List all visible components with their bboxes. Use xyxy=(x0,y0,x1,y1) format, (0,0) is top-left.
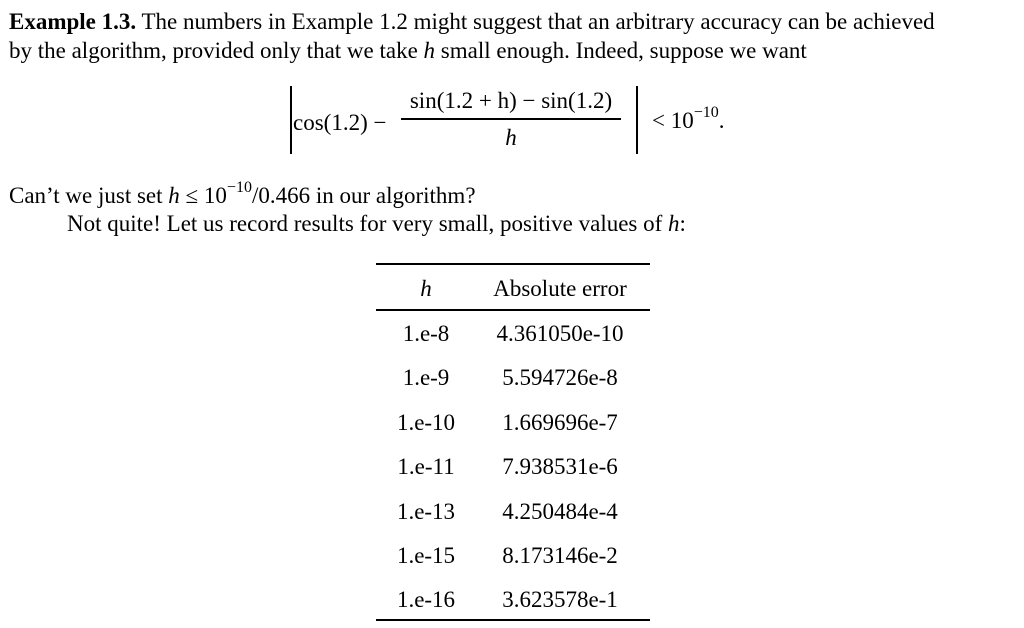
paragraph-text: : xyxy=(679,211,686,236)
table-row xyxy=(376,586,650,614)
paragraph-line-1 xyxy=(9,8,935,36)
abs-bar-left xyxy=(290,86,292,154)
table-row xyxy=(376,542,650,570)
math-variable: h xyxy=(668,211,680,236)
cell-h: 1.e-10 xyxy=(396,409,456,435)
fraction-numerator: sin(1.2 + h) − sin(1.2) xyxy=(409,88,613,113)
cell-absolute-error: 4.361050e-10 xyxy=(496,321,624,346)
math-variable: h xyxy=(168,183,180,208)
paragraph-line-3 xyxy=(9,179,476,210)
table-row xyxy=(376,320,650,348)
abs-bar-right xyxy=(636,86,638,154)
header-h: h xyxy=(420,276,432,301)
table-row xyxy=(376,498,650,526)
header-absolute-error: Absolute error xyxy=(493,276,627,301)
cell-h: 1.e-13 xyxy=(396,498,456,524)
paragraph-text: /0.466 in our algorithm? xyxy=(251,183,476,208)
math-variable: h xyxy=(423,38,436,63)
table-row xyxy=(376,453,650,481)
math-exponent: −10 xyxy=(226,179,252,196)
cell-h: 1.e-8 xyxy=(402,321,450,346)
rhs-period: . xyxy=(718,108,725,133)
equation-fraction xyxy=(401,87,621,152)
table-top-rule xyxy=(376,263,650,265)
cell-h: 1.e-15 xyxy=(396,543,456,568)
table-row xyxy=(376,409,650,437)
paragraph-text: Not quite! Let us record results for very small, positive values of xyxy=(67,211,663,236)
table-header-row xyxy=(376,275,650,303)
table-bottom-rule xyxy=(376,619,650,621)
fraction-line xyxy=(401,118,621,120)
cell-absolute-error: 3.623578e-1 xyxy=(502,587,618,613)
cell-absolute-error: 1.669696e-7 xyxy=(502,409,618,435)
example-label: Example 1.3. xyxy=(9,9,137,34)
table-header-rule xyxy=(376,309,650,311)
cell-absolute-error: 4.250484e-4 xyxy=(502,498,618,524)
fraction-denominator: h xyxy=(505,124,517,150)
paragraph-text: Can’t we just set xyxy=(9,183,163,208)
cell-absolute-error: 8.173146e-2 xyxy=(502,543,618,568)
equation-rhs xyxy=(652,104,725,134)
table-row xyxy=(376,364,650,392)
display-equation xyxy=(287,80,757,155)
math-inequality: ≤ 10 xyxy=(185,183,227,208)
paragraph-text: small enough. Indeed, suppose we want xyxy=(440,38,807,63)
cell-absolute-error: 5.594726e-8 xyxy=(502,365,618,391)
cell-absolute-error: 7.938531e-6 xyxy=(502,454,618,480)
cell-h: 1.e-16 xyxy=(396,587,456,613)
paragraph-text: by the algorithm, provided only that we take xyxy=(9,38,418,63)
paragraph-line-2 xyxy=(9,37,807,65)
cell-h: 1.e-9 xyxy=(402,365,450,391)
equation-lhs: cos(1.2) − xyxy=(293,110,387,135)
paragraph-text: The numbers in Example 1.2 might suggest that an arbitrary accuracy can be achieved xyxy=(141,9,935,34)
rhs-base: < 10 xyxy=(652,108,694,133)
paragraph-line-4 xyxy=(67,210,686,238)
rhs-exponent: −10 xyxy=(693,104,719,121)
cell-h: 1.e-11 xyxy=(397,454,455,480)
